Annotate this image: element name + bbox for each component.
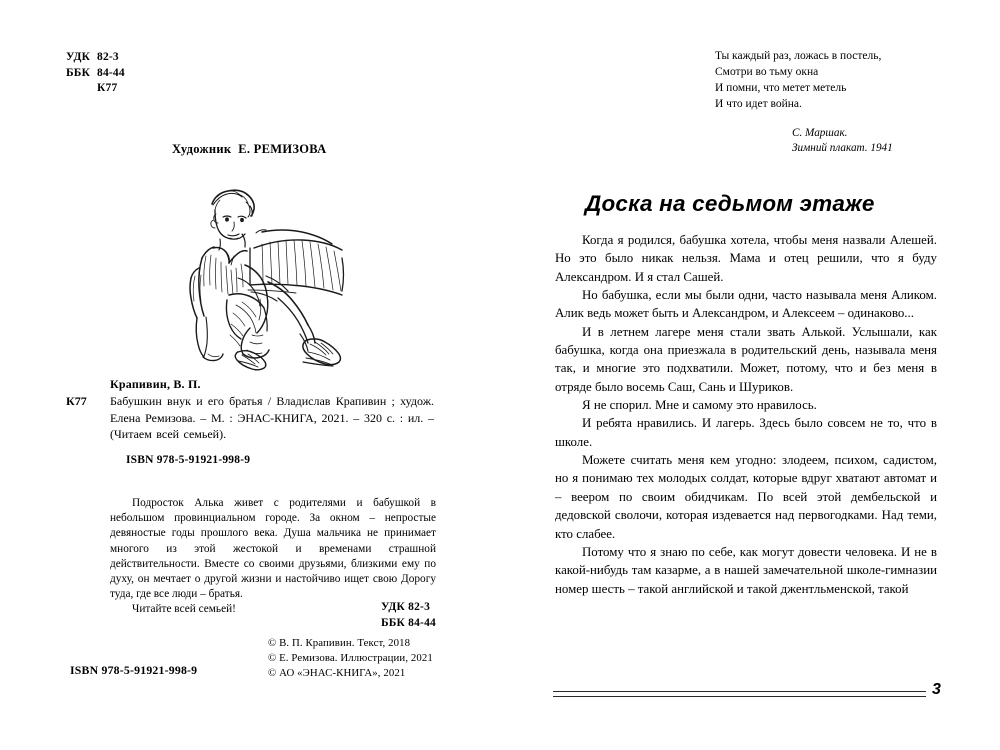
bbk-row (66, 66, 125, 82)
udk-label: УДК (66, 51, 91, 63)
annotation-paragraph: Подросток Алька живет с родителями и бабушкой в небольшом провинциальном городе. За окном – непростые девяностые годы прошлого века. Душа мальчика не принимает многого из этой жестокой и временами страшной действительности. Вместе со своими друзьями, близкими ему по духу, он мечтает о другой жизни и настойчиво ищет свою Дорогу туда, где все люди – братья. (110, 497, 436, 601)
shelf-sign-row (66, 81, 125, 97)
annotation-call-to-action: Читайте всей семьей! (132, 603, 236, 616)
epigraph-line: Ты каждый раз, ложась в постель, (715, 50, 882, 62)
chapter-title: Доска на седьмом этаже (585, 191, 875, 216)
udk-row (66, 50, 125, 66)
illustration-svg (150, 172, 400, 372)
body-paragraph: Когда я родился, бабушка хотела, чтобы меня назвали Алешей. Но это было никак нельзя. Мама и отец решили, что я буду Александром. И я стал Сашей. (555, 233, 937, 284)
epigraph-attribution (792, 126, 942, 156)
biblio-body (66, 393, 434, 442)
bbk-label: ББК (66, 66, 91, 79)
artist-credit: Художник Е. РЕМИЗОВА (172, 142, 327, 156)
udk-value: 82-3 (97, 51, 119, 63)
isbn-upper: ISBN 978-5-91921-998-9 (126, 454, 251, 467)
copyright-text-line: © В. П. Крапивин. Текст, 2018 (268, 637, 411, 649)
body-paragraph: И в летнем лагере меня стали звать Алькой. Услышали, как бабушка, когда она приезжала в родительский день, называла меня так, и многие это подхватили. Может, потому, что и без меня в отряде было восемь Саш, Сань и Шуриков. (555, 324, 937, 394)
udk-repeat: УДК 82-3 (380, 601, 431, 613)
biblio-description: Бабушкин внук и его братья / Владислав Крапивин ; худож. Елена Ремизова. – М. : ЭНАС-КНИГА, 2021. – 320 с. : ил. – (Читаем всей семьей). (110, 394, 434, 441)
epigraph-author: С. Маршак. (792, 127, 848, 139)
body-paragraph: И ребята нравились. И лагерь. Здесь было совсем не то, что в школе. (555, 416, 937, 449)
chapter-body-text (555, 231, 937, 598)
epigraph (715, 48, 937, 112)
copyright-illustrations-line: © Е. Ремизова. Иллюстрации, 2021 (268, 652, 433, 665)
footer-rule (553, 691, 926, 697)
page-number: 3 (932, 681, 941, 698)
isbn-lower: ISBN 978-5-91921-998-9 (70, 663, 198, 677)
classification-codes (66, 50, 125, 97)
copyright-publisher-line: © АО «ЭНАС-КНИГА», 2021 (268, 667, 406, 680)
copyright-block (268, 636, 433, 682)
biblio-author-heading: Крапивин, В. П. (110, 377, 201, 391)
epigraph-line: Смотри во тьму окна (715, 66, 819, 78)
bibliographic-record (66, 376, 434, 468)
epigraph-line: И помни, что метет метель (715, 82, 847, 94)
right-page-chapter-opening (500, 0, 1000, 750)
epigraph-work: Зимний плакат. 1941 (792, 142, 893, 154)
biblio-shelf-sign: К77 (66, 394, 87, 409)
bbk-repeat: ББК 84-44 (380, 616, 436, 629)
epigraph-line: И что идет война. (715, 98, 802, 110)
boy-sitting-illustration (150, 172, 400, 372)
shelf-sign-value: К77 (97, 82, 118, 94)
classification-codes-repeat (381, 600, 436, 631)
body-paragraph: Можете считать меня кем угодно: злодеем, психом, садистом, но я понимаю тех молодых солдат, которые вдруг хватают автомат и – веером по своим обидчикам. По всей этой дембельской и дедовской сволочи, которая издевается над первогодками. Над теми, кто слабее. (555, 453, 937, 541)
body-paragraph: Я не спорил. Мне и самому это нравилось. (582, 398, 817, 413)
body-paragraph: Но бабушка, если мы были одни, часто называла меня Аликом. Алик ведь может быть и Александром, и Алексеем – одинаково... (555, 288, 937, 321)
bbk-value: 84-44 (97, 66, 125, 79)
body-paragraph: Потому что я знаю по себе, как могут довести человека. И не в какой-нибудь там казарме, а в нашей замечательной школе-гимназии номер шесть – такой английской и такой джентльменской, такой (555, 544, 937, 596)
